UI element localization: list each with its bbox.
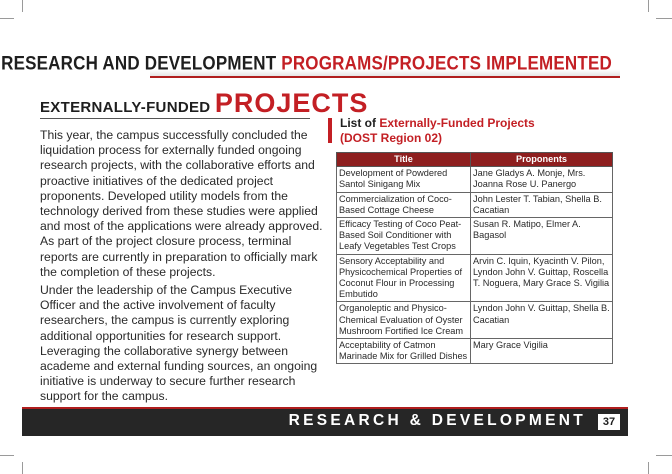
crop-mark xyxy=(656,18,672,19)
table-row xyxy=(337,254,613,302)
title-divider xyxy=(40,118,310,119)
table-row xyxy=(337,192,613,217)
heading-accent-bar xyxy=(328,118,332,143)
crop-mark xyxy=(22,0,23,12)
table-row xyxy=(337,167,613,192)
section-title-main: PROJECTS xyxy=(214,88,369,118)
body-paragraph-2: Under the leadership of the Campus Executive Officer and the active involvement of faculty researchers, the campus is currently exploring additional opportunities for research support. Leveraging the collaborative synergy between academe and external funding sources, an ongoing initiative is underway to secure further research support for the campus. xyxy=(40,283,318,404)
section-title-prefix: EXTERNALLY-FUNDED xyxy=(40,99,211,116)
project-proponents-cell: Jane Gladys A. Monje, Mrs. Joanna Rose U. Panergo xyxy=(471,167,613,192)
column-header-title: Title xyxy=(337,153,471,167)
table-heading-prefix: List of xyxy=(340,116,376,130)
table-heading-line1 xyxy=(328,116,618,131)
table-row xyxy=(337,339,613,364)
crop-mark xyxy=(0,18,14,19)
table-row xyxy=(337,218,613,255)
project-proponents-cell: Susan R. Matipo, Elmer A. Bagasol xyxy=(471,218,613,255)
crop-mark xyxy=(22,462,23,474)
section-title xyxy=(40,88,368,119)
project-title-cell: Organoleptic and Physico-Chemical Evaluation of Oyster Mushroom Fortified Ice Cream xyxy=(337,302,471,339)
project-title-cell: Acceptability of Catmon Marinade Mix for Grilled Dishes xyxy=(337,339,471,364)
crop-mark xyxy=(0,455,14,456)
project-title-cell: Sensory Acceptability and Physicochemical Properties of Coconut Flour in Processing Embutido xyxy=(337,254,471,302)
table-heading xyxy=(328,116,618,145)
table-heading-red: Externally-Funded Projects xyxy=(379,116,535,130)
table-subheading: (DOST Region 02) xyxy=(340,130,443,145)
page-header-title xyxy=(1,52,612,75)
crop-mark xyxy=(656,455,672,456)
column-header-proponents: Proponents xyxy=(471,153,613,167)
project-proponents-cell: John Lester T. Tabian, Shella B. Cacatian xyxy=(471,192,613,217)
project-proponents-cell: Mary Grace Vigilia xyxy=(471,339,613,364)
header-title-dark: RESEARCH AND DEVELOPMENT xyxy=(1,52,277,74)
footer-bar xyxy=(22,407,628,436)
project-title-cell: Development of Powdered Santol Sinigang Mix xyxy=(337,167,471,192)
page-number: 37 xyxy=(598,414,620,430)
project-proponents-cell: Lyndon John V. Guittap, Shella B. Cacatian xyxy=(471,302,613,339)
project-title-cell: Efficacy Testing of Coco Peat-Based Soil Conditioner with Leafy Vegetables Test Crops xyxy=(337,218,471,255)
project-title-cell: Commercialization of Coco-Based Cottage Cheese xyxy=(337,192,471,217)
projects-table xyxy=(336,152,613,364)
body-paragraph-1: This year, the campus successfully concluded the liquidation process for externally funded ongoing research projects, with the collaborative efforts and proactive initiatives of the dedicated project proponents. Developed utility models from the technology derived from these studies were applied and most of the applications were already approved. As part of the project closure process, terminal reports are currently in preparation to officially mark the completion of these projects. xyxy=(40,128,323,279)
table-row xyxy=(337,302,613,339)
table-header-row xyxy=(337,153,613,167)
header-title-red: PROGRAMS/PROJECTS IMPLEMENTED xyxy=(281,52,612,74)
crop-mark xyxy=(648,0,649,12)
footer-label: RESEARCH & DEVELOPMENT xyxy=(288,412,586,429)
header-banner xyxy=(1,50,620,78)
project-proponents-cell: Arvin C. Iquin, Kyacinth V. Pilon, Lyndon John V. Guittap, Roscella T. Noguera, Mary Grace S. Vigilia xyxy=(471,254,613,302)
crop-mark xyxy=(648,462,649,474)
